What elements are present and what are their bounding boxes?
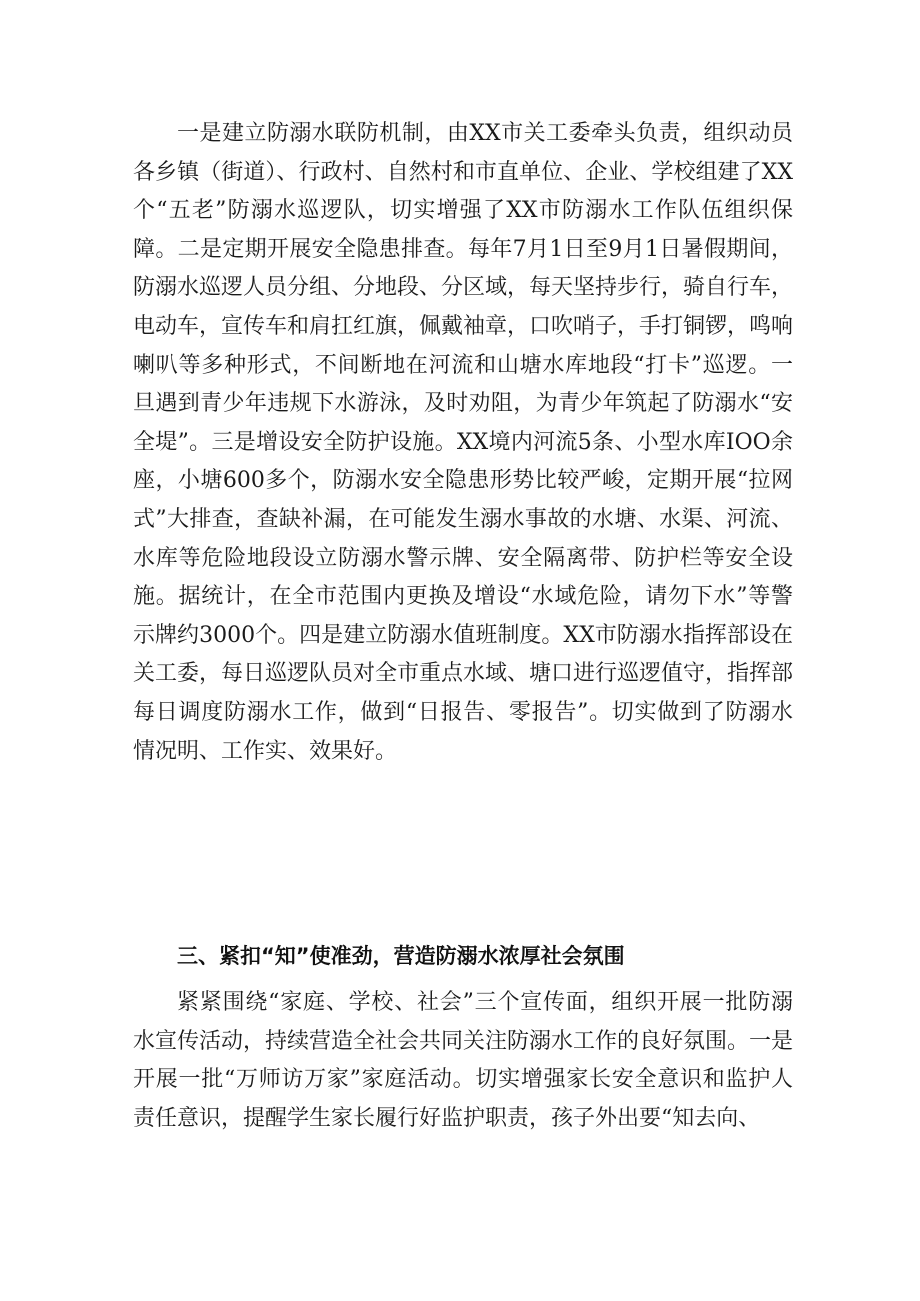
body-paragraph-1 [133,115,793,771]
paragraph-text: 一是建立防溺水联防机制，由XX市关工委牵头负责，组织动员各乡镇（街道）、行政村、自然村和市直单位、企业、学校组建了XX个“五老”防溺水巡逻队，切实增强了XX市防溺水工作队伍组织保障。二是定期开展安全隐患排查。每年7月1日至9月1日暑假期间，防溺水巡逻人员分组、分地段、分区域，每天坚持步行，骑自行车，电动车，宣传车和肩扛红旗，佩戴袖章，口吹哨子，手打铜锣，鸣响喇叭等多种形式，不间断地在河流和山塘水库地段“打卡”巡逻。一旦遇到青少年违规下水游泳，及时劝阻，为青少年筑起了防溺水“安全堤”。三是增设安全防护设施。XX境内河流5条、小型水库IOO余座，小塘600多个，防溺水安全隐患形势比较严峻，定期开展“拉网式”大排查，查缺补漏，在可能发生溺水事故的水塘、水渠、河流、水库等危险地段设立防溺水警示牌、安全隔离带、防护栏等安全设施。据统计，在全市范围内更换及增设“水域危险，请勿下水”等警示牌约3000个。四是建立防溺水值班制度。XX市防溺水指挥部设在关工委，每日巡逻队员对全市重点水域、塘口进行巡逻值守，指挥部每日调度防溺水工作，做到“日报告、零报告”。切实做到了防溺水情况明、工作实、效果好。 [133,121,794,764]
paragraph-text: 紧紧围绕“家庭、学校、社会”三个宣传面，组织开展一批防溺水宣传活动，持续营造全社会共同关注防溺水工作的良好氛围。一是开展一批“万师访万家”家庭活动。切实增强家长安全意识和监护人责任意识，提醒学生家长履行好监护职责，孩子外出要“知去向、 [133,990,794,1131]
body-paragraph-2 [133,984,793,1138]
section-heading: 三、紧扣“知”使准劲，营造防溺水浓厚社会氛围 [177,944,625,968]
